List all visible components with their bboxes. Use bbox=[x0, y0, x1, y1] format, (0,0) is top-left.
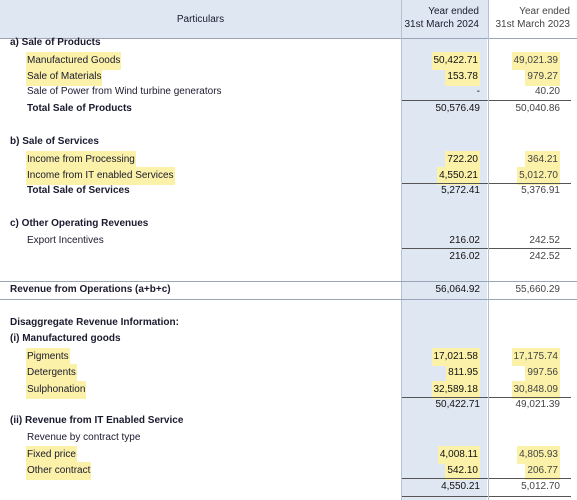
section-label: b) Sale of Services bbox=[10, 136, 99, 147]
table-row bbox=[0, 249, 577, 265]
value-fy2024: 722.20 bbox=[445, 151, 480, 169]
row-label: Manufactured Goods bbox=[26, 52, 121, 70]
table-row bbox=[0, 68, 577, 84]
value-fy2024: 32,589.18 bbox=[432, 381, 481, 399]
row-label: Income from Processing bbox=[26, 151, 136, 169]
table-row bbox=[0, 52, 577, 68]
value-fy2023: 40.20 bbox=[534, 86, 560, 97]
section-label: c) Other Operating Revenues bbox=[10, 218, 149, 229]
value-fy2024: 50,422.71 bbox=[435, 399, 480, 410]
value-fy2024: 56,064.92 bbox=[435, 284, 480, 295]
header-fy2023-line2: 31st March 2023 bbox=[495, 19, 570, 30]
table-row bbox=[0, 381, 577, 397]
value-fy2023: 997.56 bbox=[525, 364, 560, 382]
value-fy2023: 979.27 bbox=[525, 68, 560, 86]
total-rule bbox=[489, 496, 571, 497]
row-label: Sale of Power from Wind turbine generators bbox=[27, 86, 222, 97]
table-row bbox=[0, 167, 577, 183]
value-fy2023: 364.21 bbox=[525, 151, 560, 169]
row-label: Other contract bbox=[26, 462, 91, 480]
section-label: Disaggregate Revenue Information: bbox=[10, 317, 179, 328]
total-label: Revenue from Operations (a+b+c) bbox=[10, 284, 171, 295]
table-row bbox=[0, 348, 577, 364]
value-fy2024: 17,021.58 bbox=[432, 348, 481, 366]
value-fy2023: 5,012.70 bbox=[517, 167, 560, 185]
table-row bbox=[0, 183, 577, 199]
value-fy2024: 153.78 bbox=[445, 68, 480, 86]
value-fy2024: 50,576.49 bbox=[435, 103, 480, 114]
value-fy2023: 49,021.39 bbox=[512, 52, 561, 70]
section-label: (i) Manufactured goods bbox=[10, 333, 121, 344]
section-label: a) Sale of Products bbox=[10, 37, 101, 48]
value-fy2024: 4,550.21 bbox=[441, 481, 480, 492]
table-row bbox=[0, 315, 577, 331]
value-fy2024: 216.02 bbox=[449, 235, 480, 246]
section-label: (ii) Revenue from IT Enabled Service bbox=[10, 415, 184, 426]
table-row bbox=[0, 462, 577, 478]
value-fy2023: 242.52 bbox=[529, 235, 560, 246]
value-fy2023: 50,040.86 bbox=[515, 103, 560, 114]
row-label: Export Incentives bbox=[27, 235, 104, 246]
table-row bbox=[0, 282, 577, 298]
value-fy2023: 4,805.93 bbox=[517, 446, 560, 464]
header-fy2024-line1: Year ended bbox=[428, 6, 479, 17]
value-fy2024: 5,272.41 bbox=[441, 185, 480, 196]
value-fy2024: 4,008.11 bbox=[438, 446, 480, 464]
header-particulars: Particulars bbox=[176, 13, 225, 25]
value-fy2024: 4,550.21 bbox=[437, 167, 480, 185]
value-fy2023: 49,021.39 bbox=[515, 399, 560, 410]
value-fy2023: 17,175.74 bbox=[512, 348, 561, 366]
row-label: Fixed price bbox=[26, 446, 77, 464]
table-row bbox=[0, 413, 577, 429]
row-label: Sulphonation bbox=[26, 381, 86, 399]
value-fy2024: - bbox=[476, 86, 480, 97]
row-label: Pigments bbox=[26, 348, 70, 366]
row-label: Income from IT enabled Services bbox=[26, 167, 175, 185]
value-fy2023: 206.77 bbox=[525, 462, 560, 480]
value-fy2023: 242.52 bbox=[529, 251, 560, 262]
table-row bbox=[0, 331, 577, 347]
value-fy2024: 811.95 bbox=[446, 364, 480, 382]
header-fy2024-line2: 31st March 2024 bbox=[404, 19, 479, 30]
value-fy2023: 55,660.29 bbox=[515, 284, 560, 295]
row-label: Revenue by contract type bbox=[27, 432, 141, 443]
table-row bbox=[0, 430, 577, 446]
value-fy2023: 5,012.70 bbox=[521, 481, 560, 492]
header-fy2023-line1: Year ended bbox=[519, 6, 570, 17]
total-rule bbox=[402, 496, 488, 497]
table-row bbox=[0, 446, 577, 462]
table-row bbox=[0, 397, 577, 413]
header-fy2024-cell bbox=[402, 0, 488, 39]
header-particulars-cell bbox=[0, 0, 401, 39]
header-fy2023-cell bbox=[489, 0, 577, 39]
table-row bbox=[0, 84, 577, 100]
value-fy2024: 50,422.71 bbox=[432, 52, 481, 70]
table-row bbox=[0, 216, 577, 232]
total-label: Total Sale of Products bbox=[27, 103, 132, 114]
value-fy2023: 30,848.09 bbox=[512, 381, 561, 399]
table-row bbox=[0, 101, 577, 117]
value-fy2024: 542.10 bbox=[445, 462, 480, 480]
table-row bbox=[0, 151, 577, 167]
row-label: Sale of Materials bbox=[26, 68, 102, 86]
row-label: Detergents bbox=[26, 364, 77, 382]
table-row bbox=[0, 364, 577, 380]
table-row bbox=[0, 479, 577, 495]
table-row bbox=[0, 134, 577, 150]
section-rule bbox=[0, 299, 577, 300]
value-fy2023: 5,376.91 bbox=[521, 185, 560, 196]
value-fy2024: 216.02 bbox=[449, 251, 480, 262]
table-row bbox=[0, 233, 577, 249]
table-row bbox=[0, 35, 577, 51]
total-label: Total Sale of Services bbox=[27, 185, 130, 196]
